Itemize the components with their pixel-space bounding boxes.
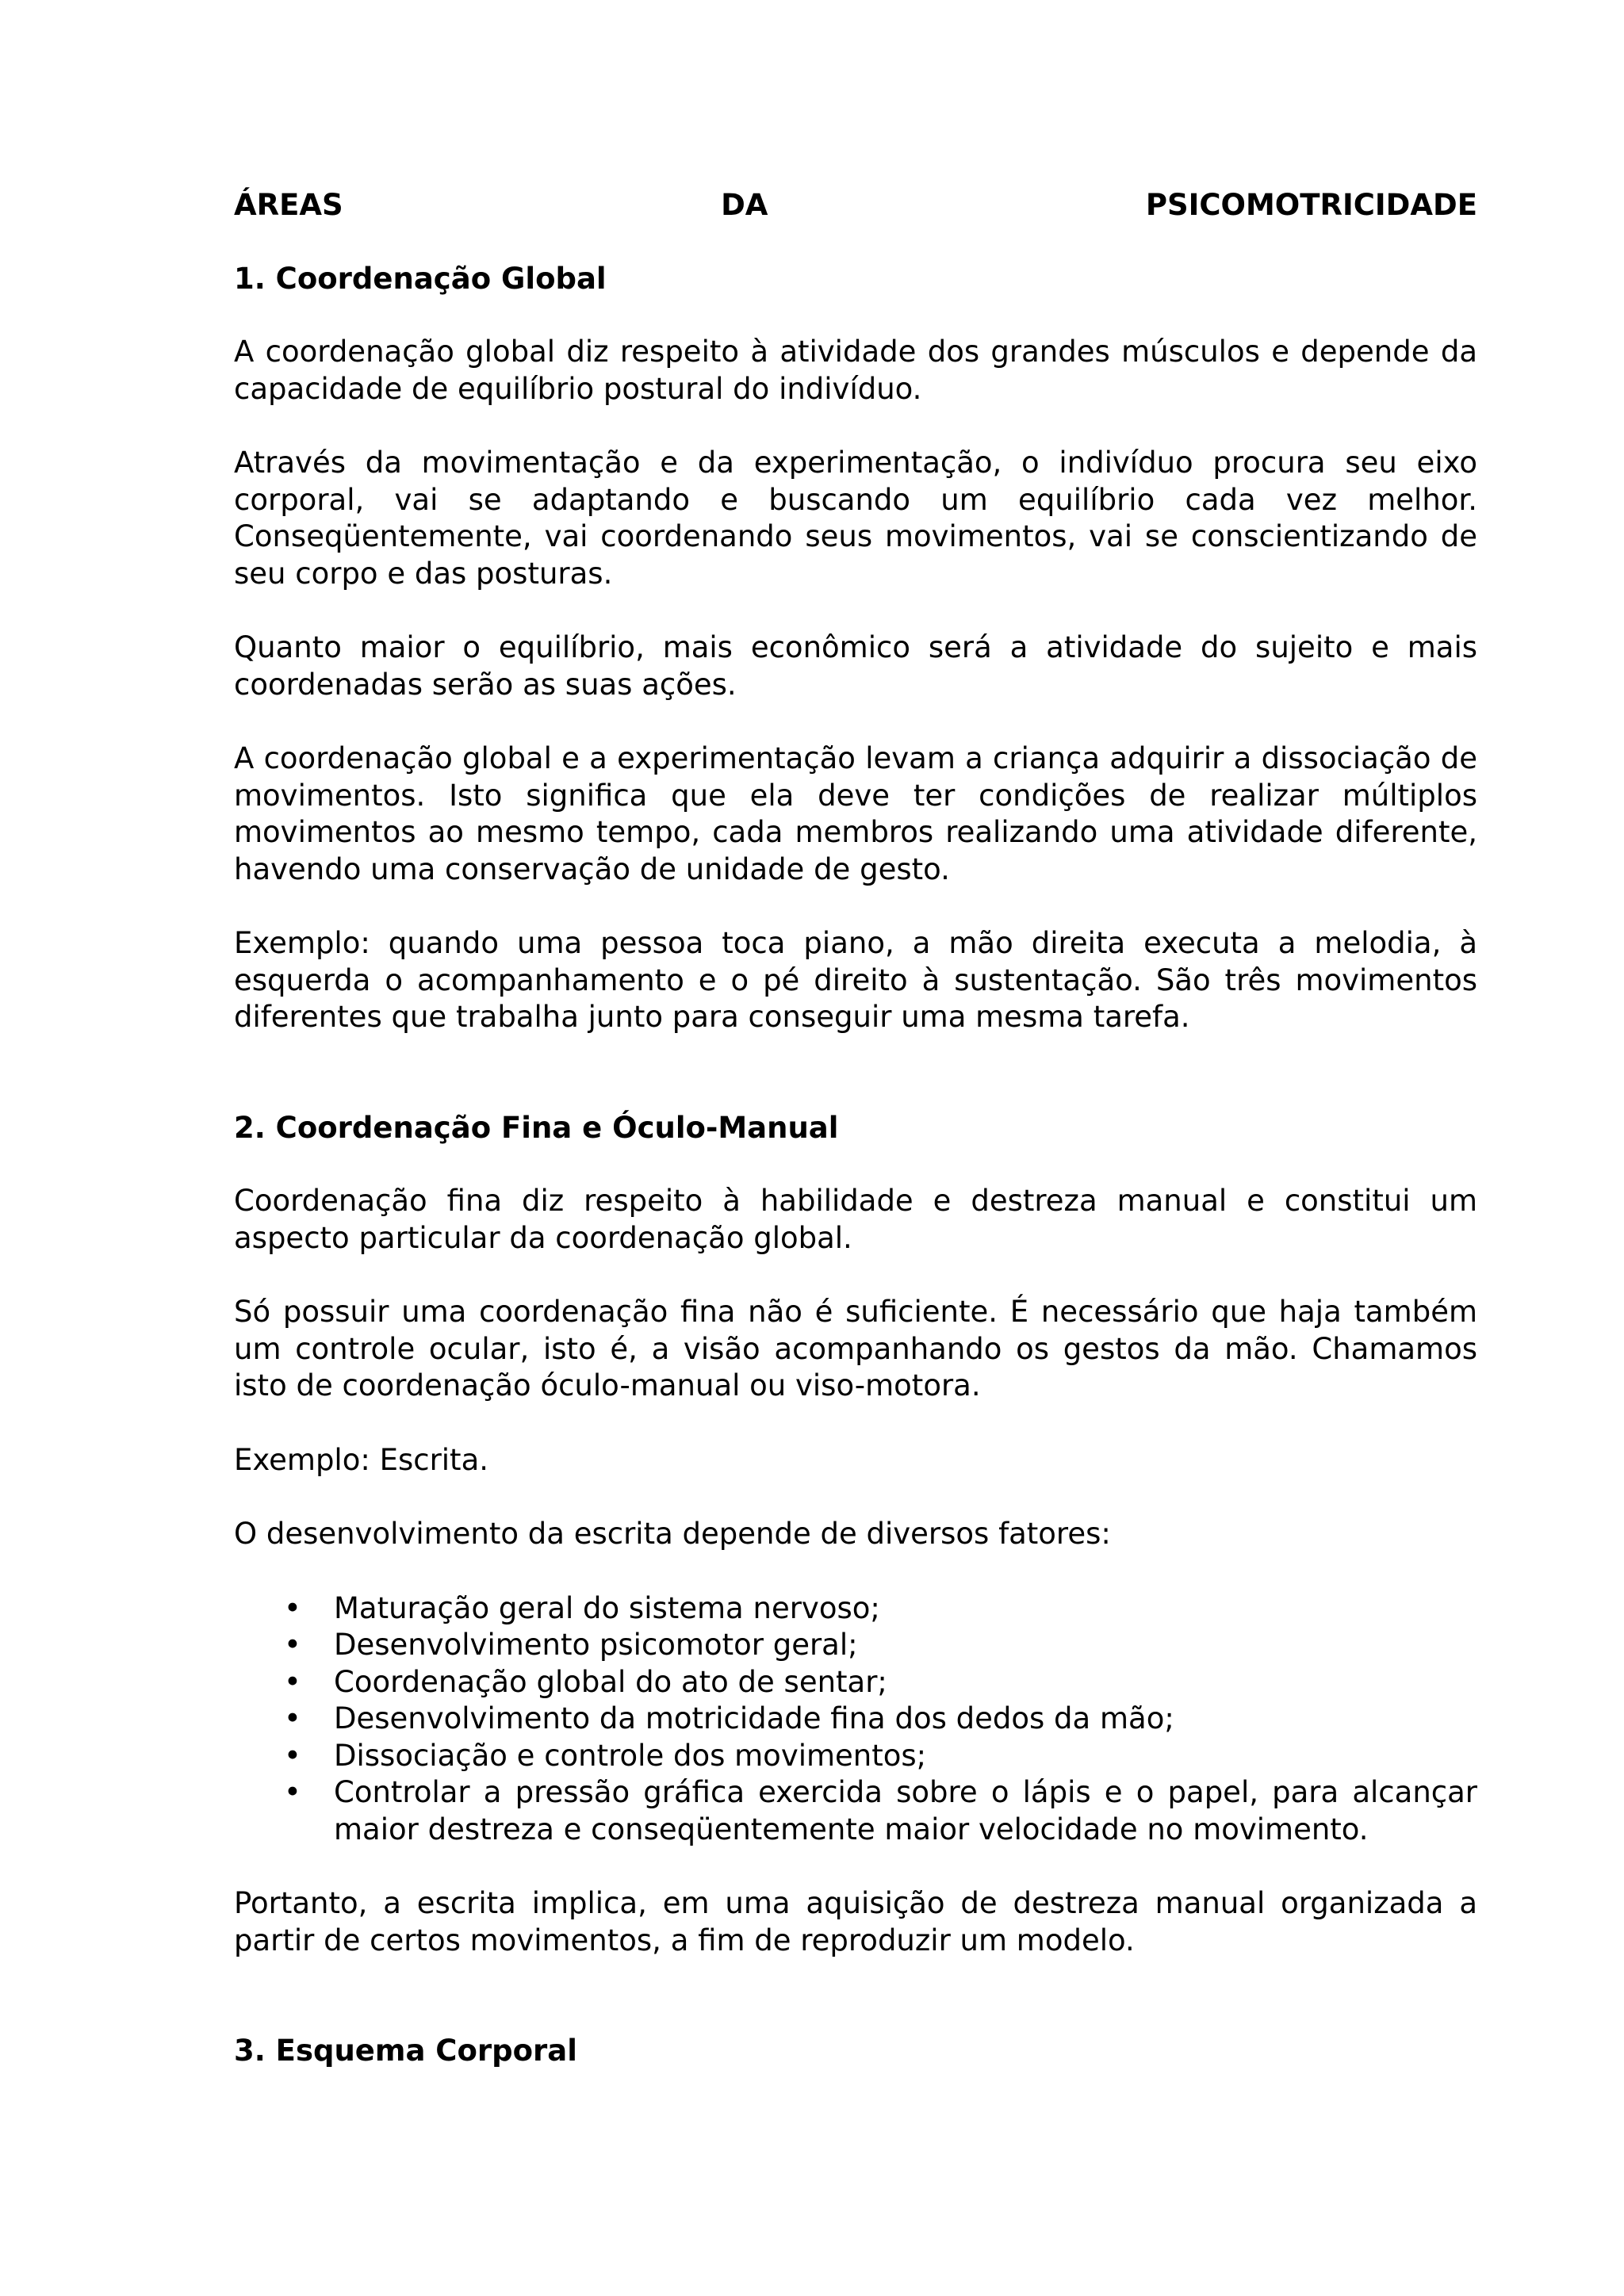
- bullet-icon: •: [284, 1701, 301, 1735]
- paragraph: Exemplo: Escrita.: [234, 1442, 489, 1477]
- list-item: • Coordenação global do ato de sentar;: [334, 1664, 1477, 1701]
- list-item: • Maturação geral do sistema nervoso;: [334, 1590, 1477, 1628]
- bullet-icon: •: [284, 1738, 301, 1773]
- document-page: [234, 187, 1477, 2107]
- bullet-icon: •: [284, 1628, 301, 1662]
- paragraph: Quanto maior o equilíbrio, mais econômico será a atividade do sujeito e mais coordenadas serão as suas ações.: [234, 630, 1477, 702]
- bullet-icon: •: [284, 1664, 301, 1699]
- title-word-psicomotricidade: PSICOMOTRICIDADE: [1145, 188, 1477, 222]
- bullet-icon: •: [284, 1775, 301, 1809]
- section-heading-esquema-corporal: 3. Esquema Corporal: [234, 2034, 577, 2068]
- paragraph: A coordenação global e a experimentação levam a criança adquirir a dissociação de movimentos. Isto significa que ela deve ter condições de realizar múltiplos movimentos ao mesmo tempo, cada membros realizando uma atividade diferente, havendo uma conservação de unidade de gesto.: [234, 741, 1477, 886]
- paragraph: Através da movimentação e da experimentação, o indivíduo procura seu eixo corporal, vai se adaptando e buscando um equilíbrio cada vez melhor. Conseqüentemente, vai coordenando seus movimentos, vai se conscientizando de seu corpo e das posturas.: [234, 446, 1477, 591]
- list-item: • Dissociação e controle dos movimentos;: [334, 1738, 1477, 1775]
- paragraph: Só possuir uma coordenação fina não é suficiente. É necessário que haja também um controle ocular, isto é, a visão acompanhando os gestos da mão. Chamamos isto de coordenação óculo-manual ou viso-motora.: [234, 1295, 1477, 1402]
- paragraph: O desenvolvimento da escrita depende de diversos fatores:: [234, 1517, 1111, 1551]
- document-title: [234, 187, 1477, 224]
- factors-list: [234, 1590, 1477, 1849]
- paragraph: A coordenação global diz respeito à atividade dos grandes músculos e depende da capacidade de equilíbrio postural do indivíduo.: [234, 335, 1477, 406]
- title-word-areas: ÁREAS: [234, 188, 343, 222]
- bullet-icon: •: [284, 1590, 301, 1625]
- section-heading-coordenacao-fina: 2. Coordenação Fina e Óculo-Manual: [234, 1110, 839, 1145]
- title-word-da: DA: [721, 188, 768, 222]
- paragraph-closing: Portanto, a escrita implica, em uma aquisição de destreza manual organizada a partir de certos movimentos, a fim de reproduzir um modelo.: [234, 1886, 1477, 1957]
- list-item: • Desenvolvimento da motricidade fina dos dedos da mão;: [334, 1701, 1477, 1738]
- list-item: • Desenvolvimento psicomotor geral;: [334, 1627, 1477, 1664]
- paragraph: Exemplo: quando uma pessoa toca piano, a mão direita executa a melodia, à esquerda o acompanhamento e o pé direito à sustentação. São três movimentos diferentes que trabalha junto para conseguir uma mesma tarefa.: [234, 926, 1477, 1034]
- paragraph: Coordenação fina diz respeito à habilidade e destreza manual e constitui um aspecto particular da coordenação global.: [234, 1184, 1477, 1255]
- list-item: • Controlar a pressão gráfica exercida sobre o lápis e o papel, para alcançar maior destreza e conseqüentemente maior velocidade no movimento.: [284, 1775, 1477, 1846]
- section-heading-coordenacao-global: 1. Coordenação Global: [234, 261, 607, 296]
